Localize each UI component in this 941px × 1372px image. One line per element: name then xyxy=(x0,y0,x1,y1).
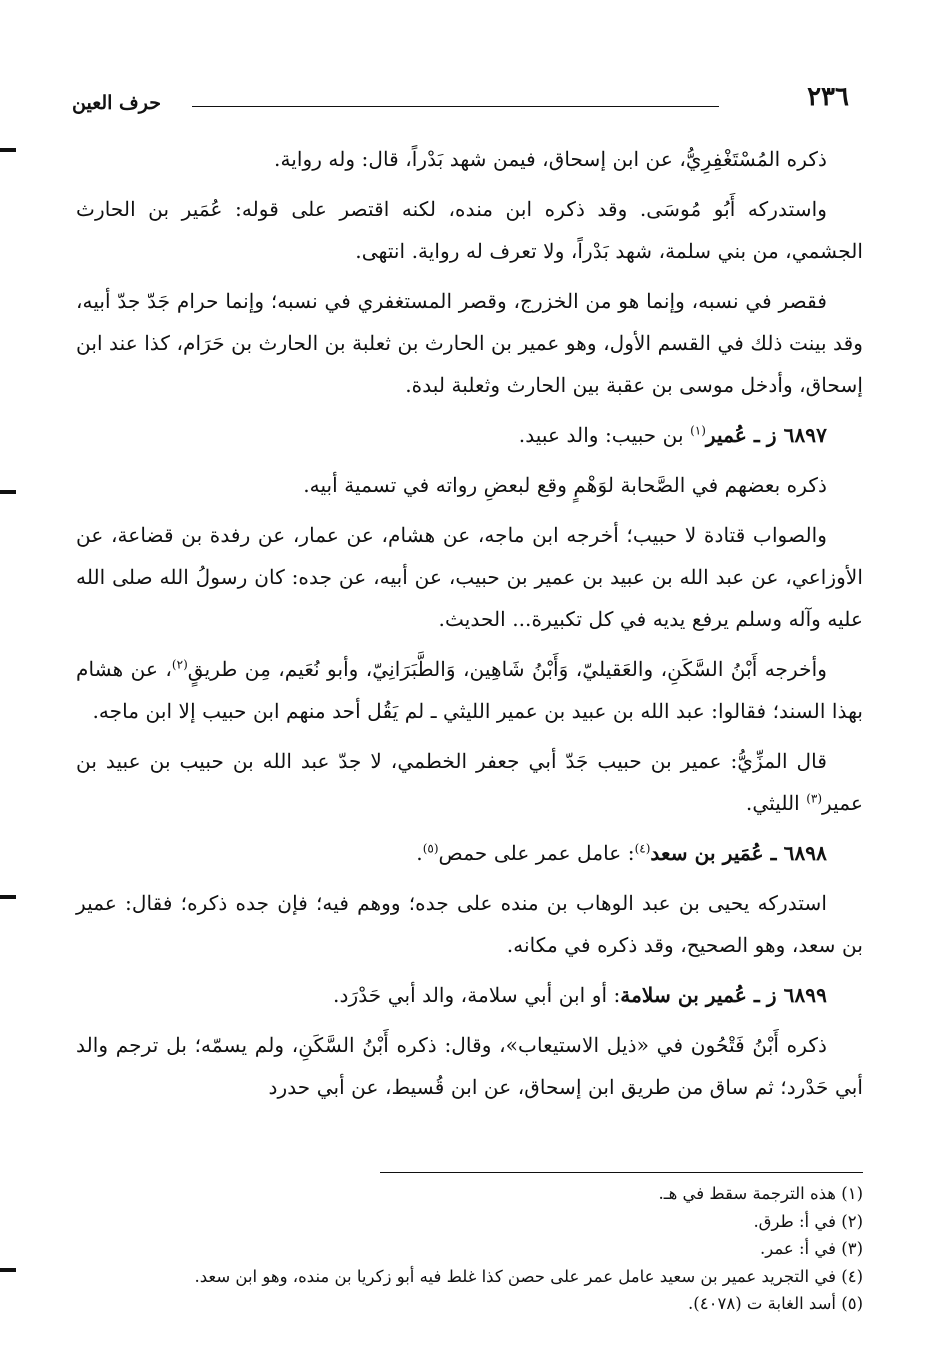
paragraph: فقصر في نسبه، وإنما هو من الخزرج، وقصر المستغفري في نسبه؛ وإنما حرام جَدّ جدّ أبيه، وقد بينت ذلك في القسم الأول، وهو عمير بن الحارث بن ثعلبة بن الحارث بن حَرَام، كذا عند ابن إسحاق، وأدخل موسى بن عقبة بين الحارث وثعلبة لبدة. xyxy=(76,289,863,397)
entry-heading: ٦٨٩٨ ـ عُمَير بن سعد xyxy=(650,841,827,865)
entry-heading-rest: : عامل عمر على حمص xyxy=(438,841,635,865)
footnote-ref[interactable]: (٢) xyxy=(171,657,188,672)
footnote-ref[interactable]: (٣) xyxy=(806,791,823,806)
footnote: (٤) في التجريد عمير بن سعيد عامل عمر على حصن كذا غلط فيه أبو زكريا بن منده، وهو ابن سعد. xyxy=(194,1266,863,1286)
page-number: ٢٣٦ xyxy=(807,82,849,112)
footnote: (٥) أسد الغابة ت (٤٠٧٨). xyxy=(688,1294,863,1313)
margin-scan-mark xyxy=(0,1268,16,1272)
footnote-rule xyxy=(380,1172,863,1173)
margin-scan-mark xyxy=(0,895,16,899)
paragraph-ibn-sakan xyxy=(76,648,863,732)
paragraph-mizzi xyxy=(76,740,863,824)
margin-scan-mark xyxy=(0,148,16,152)
footnote: (١) هذه الترجمة سقط في هـ. xyxy=(658,1184,863,1203)
entry-6898 xyxy=(76,832,863,874)
margin-scan-mark xyxy=(0,490,16,494)
paragraph: ذكره المُسْتَغْفِرِيُّ، عن ابن إسحاق، فيمن شهد بَدْراً، قال: وله رواية. xyxy=(274,147,827,171)
entry-heading: ٦٨٩٧ ز ـ عُمير xyxy=(705,423,827,447)
main-text xyxy=(76,138,863,1116)
header-rule xyxy=(192,106,719,107)
page-header xyxy=(72,82,849,122)
paragraph: استدركه يحيى بن عبد الوهاب بن منده على جده؛ ووهم فيه؛ فإن جده ذكره؛ فقال: عمير بن سعد، وهو الصحيح، وقد ذكره في مكانه. xyxy=(76,891,863,957)
running-title: حرف العين xyxy=(72,92,161,114)
paragraph-text: وأخرجه أَبْنُ السَّكَنِ، والعَقيليّ، وَأَبْنُ شَاهِين، وَالطَّبَرَانِيّ، وأبو نُعَيم، مِن طريقٍ xyxy=(187,657,827,681)
paragraph: ذكره أَبْنُ فَتْحُون في «ذيل الاستيعاب»، وقال: ذكره أَبْنُ السَّكَنِ، ولم يسمّه؛ بل ترجم والد أبي حَدْرد؛ ثم ساق من طريق ابن إسحاق، عن ابن قُسيط، عن أبي حدرد xyxy=(76,1033,863,1099)
footnote-ref[interactable]: (٥) xyxy=(422,841,439,856)
paragraph: ذكره بعضهم في الصَّحابة لوَهْمٍ وقع لبعضِ رواته في تسمية أبيه. xyxy=(303,473,827,497)
entry-heading: ٦٨٩٩ ز ـ عُمير بن سلامة xyxy=(620,983,827,1007)
entry-heading-rest: بن حبيب: والد عبيد. xyxy=(518,423,691,447)
paragraph-text: ، عن هشام بهذا السند؛ فقالوا: عبد الله بن عبيد بن عمير الليثي ـ لم يَقُل أحد منهم ابن حبيب إلا ابن ماجه. xyxy=(76,657,863,723)
footnote-ref[interactable]: (١) xyxy=(690,423,706,438)
paragraph-text: قال المزِّيُّ: عمير بن حبيب جَدّ أبي جعفر الخطمي، لا جدّ عبد الله بن حبيب بن عبيد بن عمير xyxy=(76,749,863,815)
footnote-ref[interactable]: (٤) xyxy=(634,841,651,856)
entry-heading-end: . xyxy=(416,841,423,865)
paragraph-text: الليثي. xyxy=(745,791,807,815)
entry-heading-rest: : أو ابن أبي سلامة، والد أبي حَدْرَد. xyxy=(333,983,621,1007)
paragraph: والصواب قتادة لا حبيب؛ أخرجه ابن ماجه، عن هشام، عن عمار، عن رفدة بن قضاعة، عن الأوزاعي، عن عبد الله بن عبيد بن عمير بن حبيب، عن أبيه، عن جده: كان رسولُ الله صلى الله عليه وآله وسلم يرفع يديه في كل تكبيرة... الحديث. xyxy=(76,523,863,631)
footnote: (٢) في أ: طرق. xyxy=(753,1211,863,1231)
footnote: (٣) في أ: عمر. xyxy=(759,1239,863,1258)
paragraph: واستدركه أَبُو مُوسَى. وقد ذكره ابن منده، لكنه اقتصر على قوله: عُمَير بن الحارث الجشمي، من بني سلمة، شهد بَدْراً، ولا تعرف له رواية. انتهى. xyxy=(76,197,863,263)
footnotes xyxy=(76,1180,863,1318)
entry-6899 xyxy=(76,974,863,1016)
entry-6897 xyxy=(76,414,863,456)
